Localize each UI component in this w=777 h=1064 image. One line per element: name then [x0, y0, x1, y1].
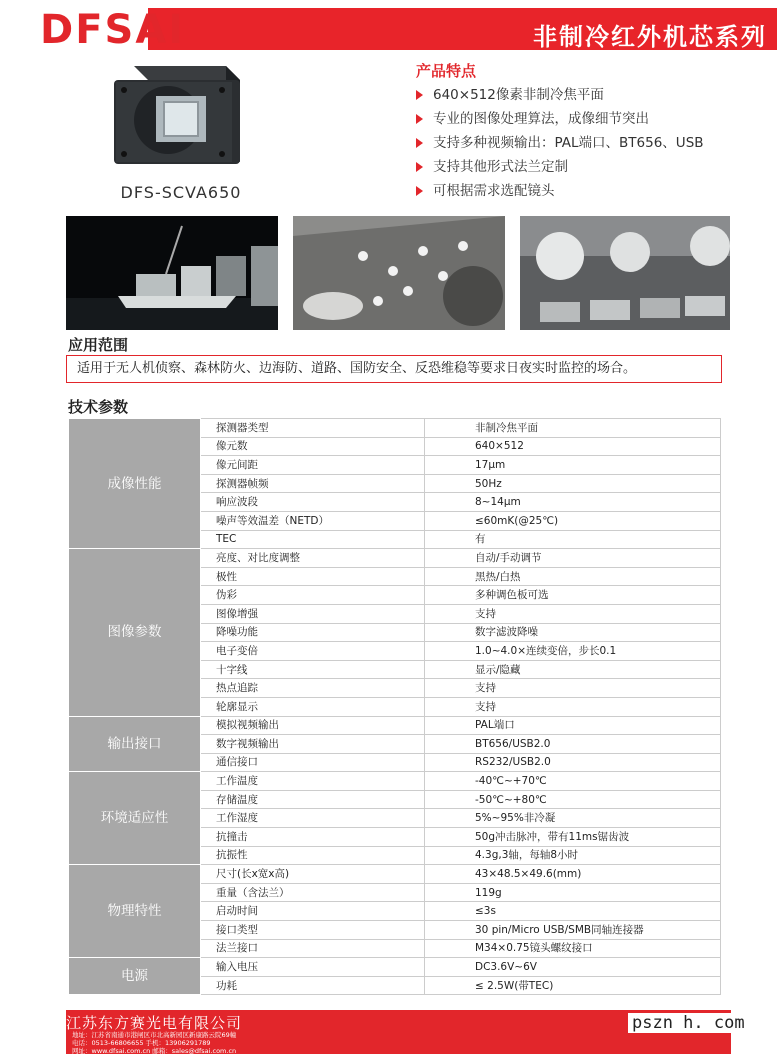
spec-value: DC3.6V~6V: [425, 958, 721, 977]
spec-category: 成像性能: [69, 419, 201, 549]
spec-category: 物理特性: [69, 865, 201, 958]
spec-param: 输入电压: [201, 958, 425, 977]
spec-value: PAL端口: [425, 716, 721, 735]
spec-param: 电子变倍: [201, 642, 425, 661]
spec-param: 模拟视频输出: [201, 716, 425, 735]
spec-value: 8~14μm: [425, 493, 721, 512]
spec-value: 数字滤波降噪: [425, 623, 721, 642]
spec-value: 4.3g,3轴，每轴8小时: [425, 846, 721, 865]
feature-item: 专业的图像处理算法，成像细节突出: [416, 108, 704, 132]
thermal-image-street: [520, 216, 730, 330]
spec-param: 重量（含法兰）: [201, 883, 425, 902]
spec-category: 图像参数: [69, 549, 201, 716]
spec-row: [69, 549, 721, 568]
spec-value: -40℃~+70℃: [425, 772, 721, 791]
spec-param: 工作温度: [201, 772, 425, 791]
spec-param: 接口类型: [201, 921, 425, 940]
spec-value: 支持: [425, 604, 721, 623]
spec-value: 多种调色板可选: [425, 586, 721, 605]
spec-value: 17μm: [425, 456, 721, 475]
arrow-icon: [416, 114, 423, 124]
arrow-icon: [416, 138, 423, 148]
arrow-icon: [416, 162, 423, 172]
company-web: 网址：www.dfsai.com.cn 邮箱：sales@dfsai.com.cn: [72, 1047, 237, 1055]
feature-item: 可根据需求选配镜头: [416, 180, 704, 204]
spec-param: 通信接口: [201, 753, 425, 772]
spec-value: ≤60mK(@25℃): [425, 511, 721, 530]
spec-param: 热点追踪: [201, 679, 425, 698]
spec-category: 环境适应性: [69, 772, 201, 865]
arrow-icon: [416, 186, 423, 196]
spec-value: ≤3s: [425, 902, 721, 921]
spec-row: [69, 419, 721, 438]
spec-param: 法兰接口: [201, 939, 425, 958]
spec-value: 支持: [425, 679, 721, 698]
series-title: 非制冷红外机芯系列: [533, 23, 767, 51]
company-name: 江苏东方赛光电有限公司: [66, 1014, 243, 1032]
spec-param: 功耗: [201, 976, 425, 995]
spec-value: 1.0~4.0×连续变倍，步长0.1: [425, 642, 721, 661]
spec-param: 极性: [201, 567, 425, 586]
application-text: 适用于无人机侦察、森林防火、边海防、道路、国防安全、反恐维稳等要求日夜实时监控的场合。: [66, 355, 722, 383]
spec-value: 支持: [425, 697, 721, 716]
spec-param: 伪彩: [201, 586, 425, 605]
product-photo: [106, 62, 246, 172]
spec-value: 640×512: [425, 437, 721, 456]
spec-category: 电源: [69, 958, 201, 995]
spec-value: 5%~95%非冷凝: [425, 809, 721, 828]
spec-value: 50g冲击脉冲，带有11ms锯齿波: [425, 828, 721, 847]
company-phone: 电话：0513-66806655 手机：13906291789: [72, 1039, 211, 1047]
spec-value: 黑热/白热: [425, 567, 721, 586]
thermal-image-crowd: [293, 216, 505, 330]
spec-param: 响应波段: [201, 493, 425, 512]
feature-item: 640×512像素非制冷焦平面: [416, 84, 704, 108]
spec-param: 存储温度: [201, 790, 425, 809]
feature-item: 支持其他形式法兰定制: [416, 156, 704, 180]
spec-value: M34×0.75镜头螺纹接口: [425, 939, 721, 958]
spec-param: 像元数: [201, 437, 425, 456]
spec-param: TEC: [201, 530, 425, 549]
spec-param: 尺寸(长x宽x高): [201, 865, 425, 884]
company-contact: [72, 1031, 236, 1055]
spec-param: 像元间距: [201, 456, 425, 475]
spec-param: 工作湿度: [201, 809, 425, 828]
header-bar: [148, 8, 777, 50]
spec-param: 启动时间: [201, 902, 425, 921]
spec-param: 抗撞击: [201, 828, 425, 847]
arrow-icon: [416, 90, 423, 100]
spec-table: [68, 418, 721, 995]
spec-param: 数字视频输出: [201, 735, 425, 754]
application-title: 应用范围: [68, 336, 129, 354]
spec-value: ≤ 2.5W(带TEC): [425, 976, 721, 995]
spec-value: 有: [425, 530, 721, 549]
spec-param: 亮度、对比度调整: [201, 549, 425, 568]
spec-row: [69, 958, 721, 977]
spec-param: 探测器帧频: [201, 474, 425, 493]
spec-param: 降噪功能: [201, 623, 425, 642]
spec-param: 噪声等效温差（NETD）: [201, 511, 425, 530]
feature-item: 支持多种视频输出：PAL端口、BT656、USB: [416, 132, 704, 156]
features-title: 产品特点: [416, 62, 477, 80]
spec-param: 抗振性: [201, 846, 425, 865]
spec-value: 119g: [425, 883, 721, 902]
spec-value: BT656/USB2.0: [425, 735, 721, 754]
model-name: DFS-SCVA650: [120, 183, 242, 202]
spec-value: -50℃~+80℃: [425, 790, 721, 809]
specs-title: 技术参数: [68, 398, 129, 416]
spec-value: 显示/隐藏: [425, 660, 721, 679]
watermark: pszn h. com: [628, 1013, 749, 1033]
spec-value: 43×48.5×49.6(mm): [425, 865, 721, 884]
brand-logo: DFSAI: [40, 7, 186, 53]
spec-value: RS232/USB2.0: [425, 753, 721, 772]
spec-value: 非制冷焦平面: [425, 419, 721, 438]
spec-value: 自动/手动调节: [425, 549, 721, 568]
spec-row: [69, 772, 721, 791]
spec-param: 图像增强: [201, 604, 425, 623]
spec-row: [69, 716, 721, 735]
spec-param: 轮廓显示: [201, 697, 425, 716]
features-list: [416, 84, 704, 204]
spec-param: 十字线: [201, 660, 425, 679]
spec-row: [69, 865, 721, 884]
company-address: 地址：江苏省南通市港闸区市北高新园区新康路云院69幢: [72, 1031, 237, 1039]
spec-value: 30 pin/Micro USB/SMB同轴连接器: [425, 921, 721, 940]
spec-param: 探测器类型: [201, 419, 425, 438]
spec-category: 输出接口: [69, 716, 201, 772]
spec-value: 50Hz: [425, 474, 721, 493]
thermal-image-harbor: [66, 216, 278, 330]
